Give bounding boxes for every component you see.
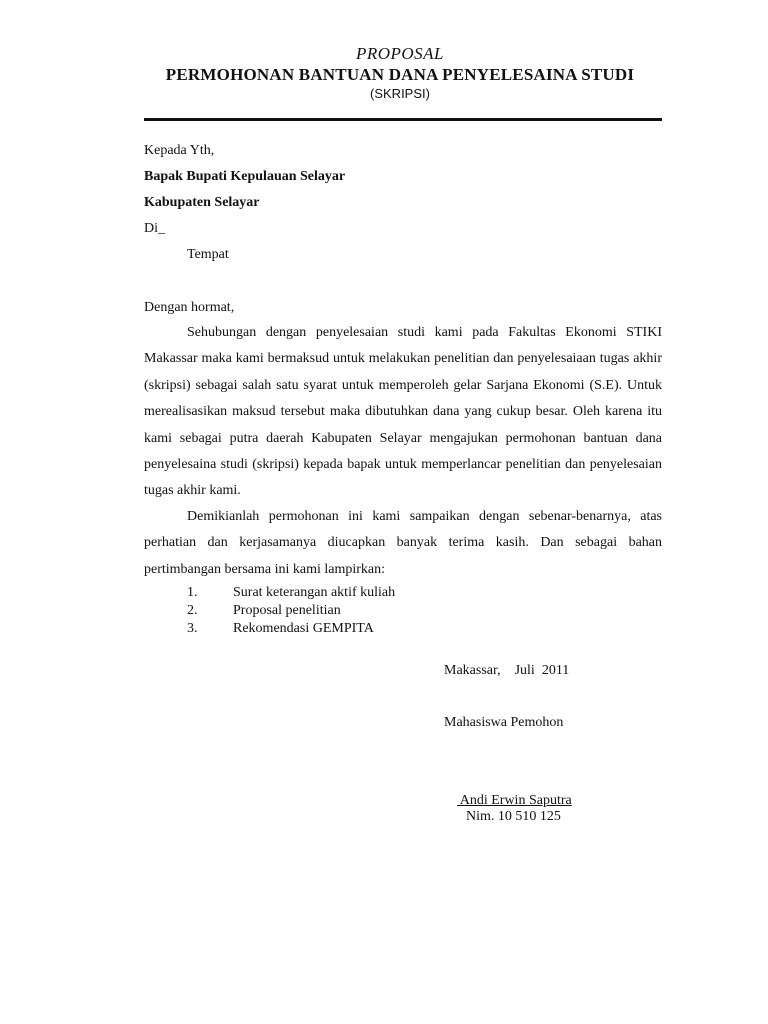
list-item-text: Rekomendasi GEMPITA — [233, 621, 374, 636]
body-paragraph-1: Sehubungan dengan penyelesaian studi kami pada Fakultas Ekonomi STIKI Makassar maka kami bermaksud untuk melakukan penelitian dan penyelesaiaan tugas akhir (skripsi) sebagai salah satu syarat untuk memperoleh gelar Sarjana Ekonomi (S.E). Untuk merealisasikan maksud tersebut maka dibutuhkan dana yang cukup besar. Oleh karena itu kami sebagai putra daerah Kabupaten Selayar mengajukan permohonan bantuan dana penyelesaina studi (skripsi) kepada bapak untuk memperlancar penelitian dan penyelesaian tugas akhir kami. — [144, 325, 662, 499]
document-title: PERMOHONAN BANTUAN DANA PENYELESAINA STUDI — [165, 65, 635, 84]
signature-nim: Nim. 10 510 125 — [466, 809, 561, 824]
header-divider — [144, 118, 662, 121]
signature-name: Andi Erwin Saputra — [457, 793, 572, 808]
document-subtitle: (SKRIPSI) — [370, 86, 430, 101]
list-item-text: Proposal penelitian — [233, 603, 341, 618]
proposal-label: PROPOSAL — [355, 44, 445, 63]
recipient-region: Kabupaten Selayar — [144, 195, 260, 210]
salutation: Dengan hormat, — [144, 300, 235, 315]
recipient-at: Di_ — [144, 221, 165, 236]
list-item-number: 2. — [187, 603, 198, 618]
recipient-place: Tempat — [187, 247, 229, 262]
signature-role: Mahasiswa Pemohon — [444, 715, 564, 730]
signature-place-date: Makassar, Juli 2011 — [444, 663, 570, 678]
list-item-text: Surat keterangan aktif kuliah — [233, 585, 396, 600]
recipient-greeting: Kepada Yth, — [144, 143, 215, 158]
recipient-name: Bapak Bupati Kepulauan Selayar — [144, 169, 346, 184]
list-item-number: 1. — [187, 585, 198, 600]
list-item-number: 3. — [187, 621, 198, 636]
body-paragraph-2: Demikianlah permohonan ini kami sampaikan dengan sebenar-benarnya, atas perhatian dan kerjasamanya diucapkan banyak terima kasih. Dan sebagai bahan pertimbangan bersama ini kami lampirkan: — [144, 509, 662, 577]
